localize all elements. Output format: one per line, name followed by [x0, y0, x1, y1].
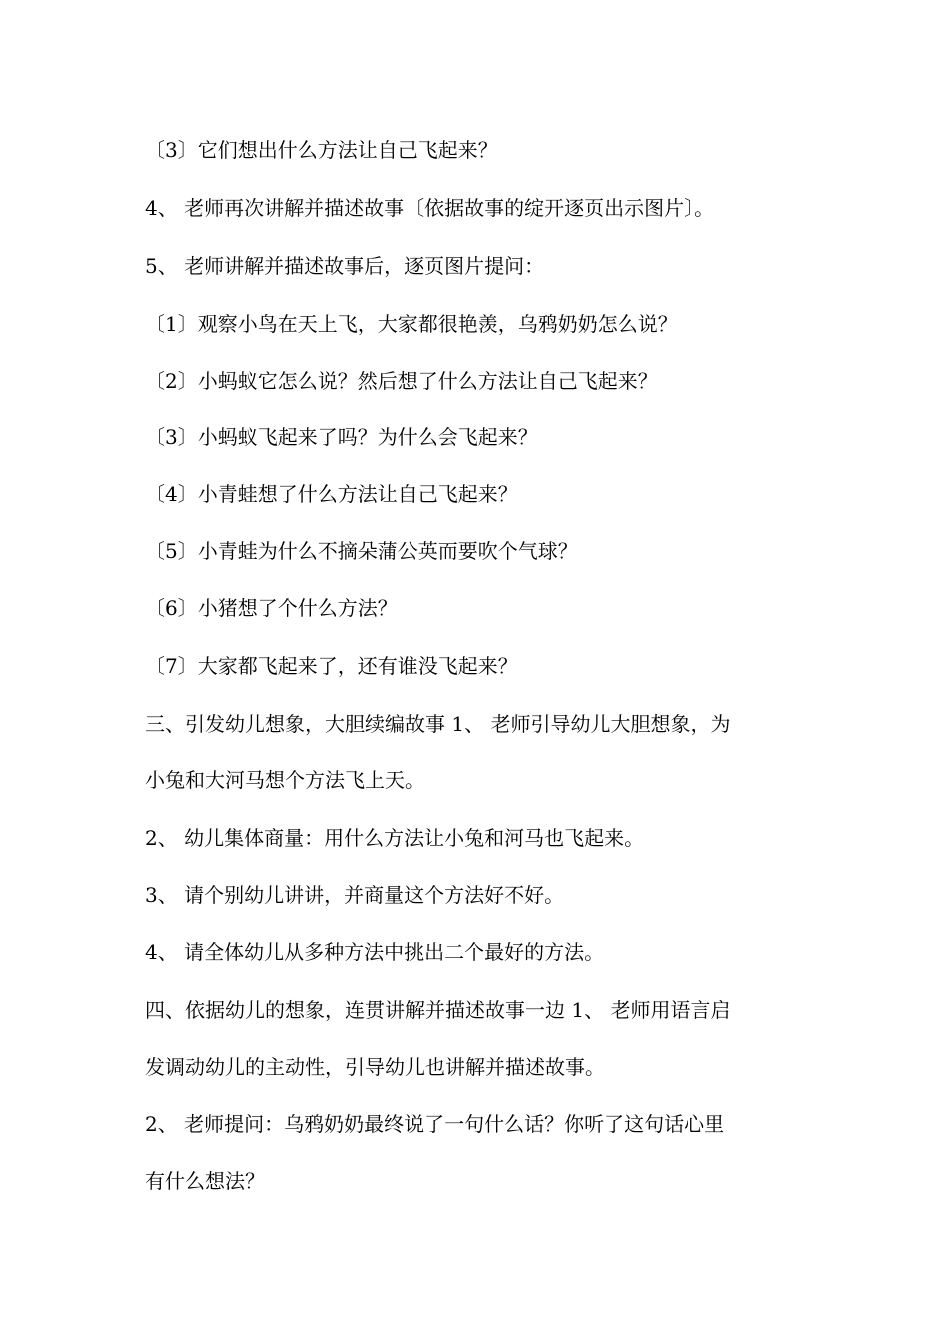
text-line-7: 〔4〕小青蛙想了什么方法让自己飞起来？ — [145, 482, 518, 506]
text-line-6: 〔3〕小蚂蚁飞起来了吗？为什么会飞起来？ — [145, 425, 538, 449]
text-line-2: 4、 老师再次讲解并描述故事〔依据故事的绽开逐页出示图片〕。 — [145, 196, 715, 220]
text-line-5: 〔2〕小蚂蚁它怎么说？然后想了什么方法让自己飞起来？ — [145, 369, 658, 393]
text-line-19: 有什么想法？ — [145, 1169, 265, 1193]
text-line-1: 〔3〕它们想出什么方法让自己飞起来？ — [145, 138, 498, 162]
text-line-14: 3、 请个别幼儿讲讲，并商量这个方法好不好。 — [145, 883, 565, 907]
text-line-16: 四、依据幼儿的想象，连贯讲解并描述故事一边 1、 老师用语言启 — [145, 998, 731, 1022]
text-line-12: 小兔和大河马想个方法飞上天。 — [145, 768, 425, 792]
text-line-4: 〔1〕观察小鸟在天上飞，大家都很艳羡，乌鸦奶奶怎么说？ — [145, 312, 678, 336]
text-line-18: 2、 老师提问：乌鸦奶奶最终说了一句什么话？你听了这句话心里 — [145, 1112, 725, 1136]
text-line-9: 〔6〕小猪想了个什么方法？ — [145, 596, 398, 620]
text-line-10: 〔7〕大家都飞起来了，还有谁没飞起来？ — [145, 654, 518, 678]
text-line-17: 发调动幼儿的主动性，引导幼儿也讲解并描述故事。 — [145, 1055, 605, 1079]
text-line-11: 三、引发幼儿想象，大胆续编故事 1、 老师引导幼儿大胆想象，为 — [145, 712, 731, 736]
text-line-3: 5、 老师讲解并描述故事后，逐页图片提问： — [145, 254, 545, 278]
text-line-8: 〔5〕小青蛙为什么不摘朵蒲公英而要吹个气球？ — [145, 539, 578, 563]
text-line-13: 2、 幼儿集体商量：用什么方法让小兔和河马也飞起来。 — [145, 826, 645, 850]
text-line-15: 4、 请全体幼儿从多种方法中挑出二个最好的方法。 — [145, 940, 605, 964]
